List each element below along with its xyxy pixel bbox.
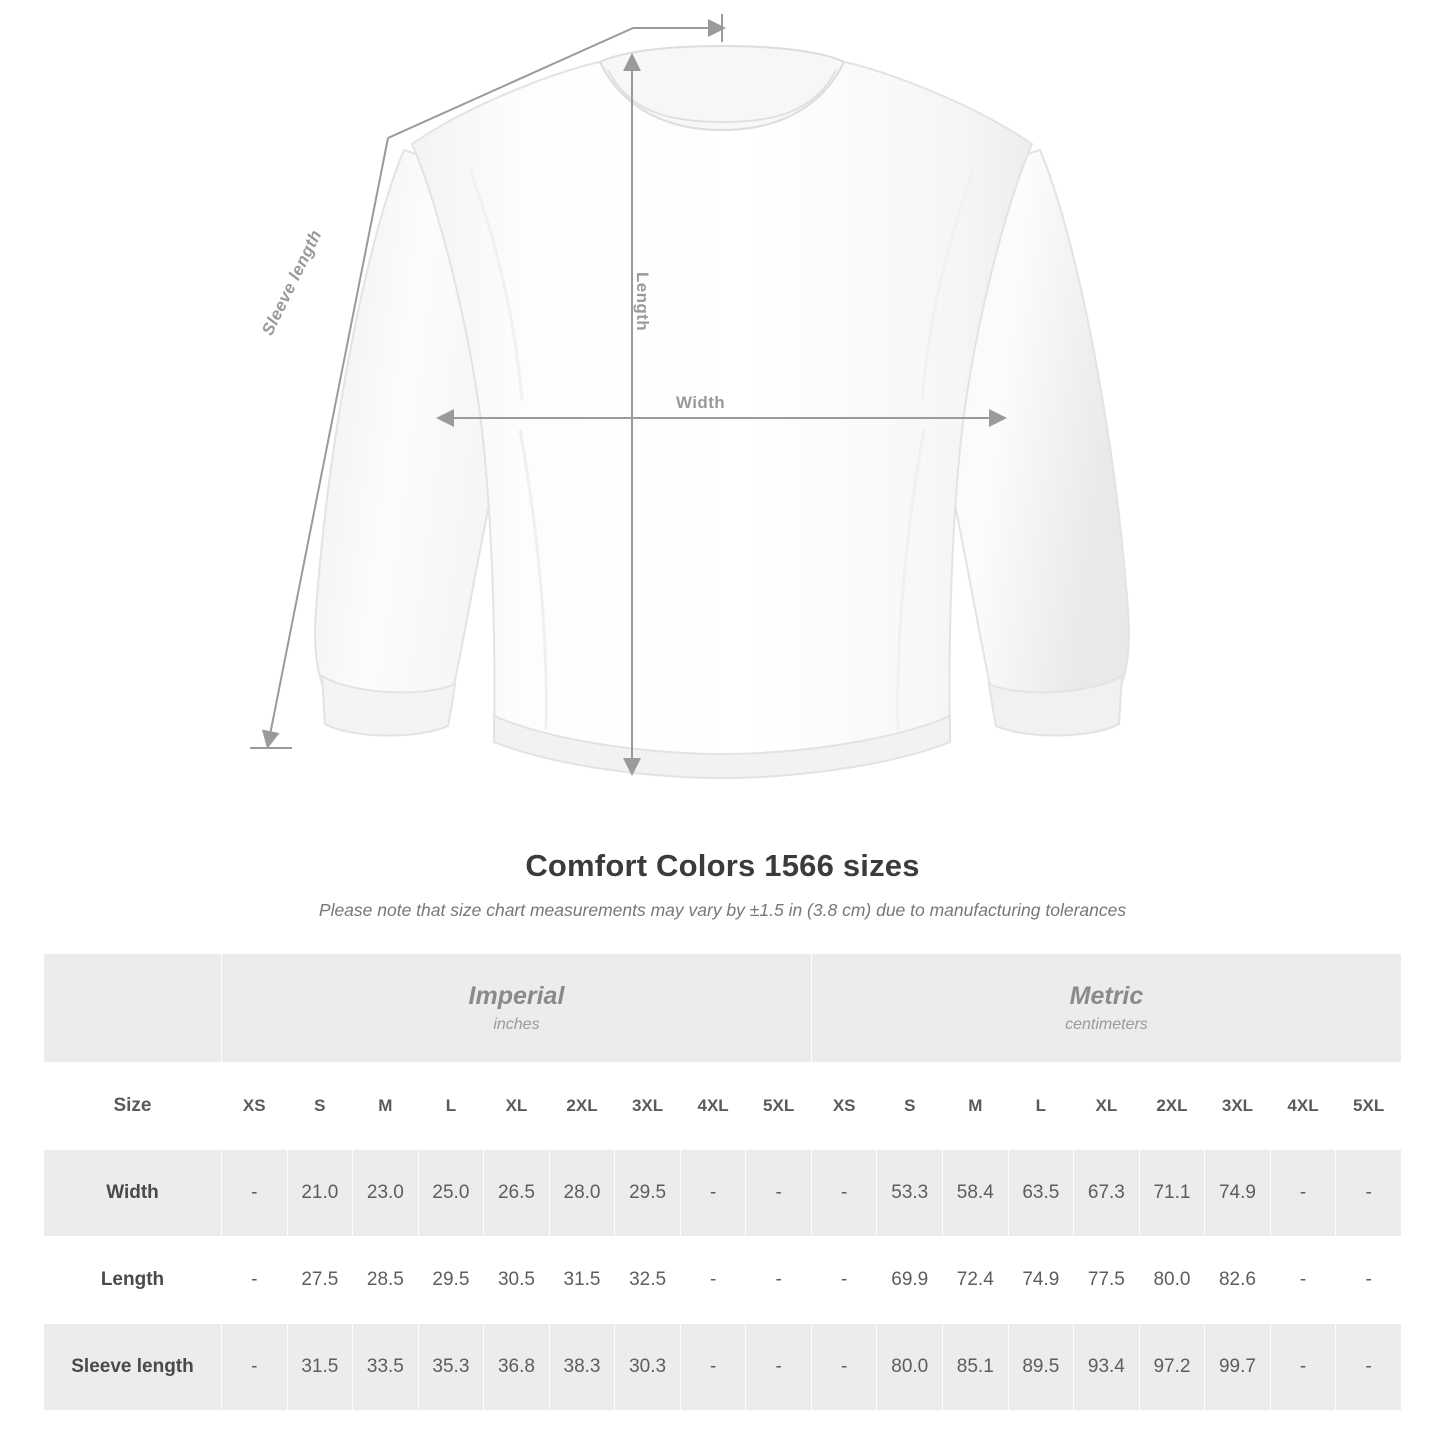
size-col-imperial-xs: XS [222, 1063, 288, 1150]
cell-length-imperial-s: 27.5 [287, 1237, 353, 1324]
table-row [44, 1150, 1402, 1237]
unit-row-spacer [44, 954, 222, 1063]
size-col-metric-5xl: 5XL [1336, 1063, 1402, 1150]
title-block [0, 848, 1445, 921]
cell-length-imperial-m: 28.5 [353, 1237, 419, 1324]
cell-width-imperial-s: 21.0 [287, 1150, 353, 1237]
imperial-unit-label: inches [493, 1016, 540, 1034]
size-col-imperial-s: S [287, 1063, 353, 1150]
size-col-imperial-5xl: 5XL [746, 1063, 812, 1150]
cell-sleeve-imperial-xl: 36.8 [484, 1324, 550, 1411]
cell-length-imperial-l: 29.5 [418, 1237, 484, 1324]
size-col-metric-xl: XL [1074, 1063, 1140, 1150]
cell-width-metric-l: 63.5 [1008, 1150, 1074, 1237]
size-col-metric-l: L [1008, 1063, 1074, 1150]
cell-sleeve-imperial-s: 31.5 [287, 1324, 353, 1411]
metric-system-label: Metric [1069, 981, 1144, 1010]
size-header-cell: Size [44, 1063, 222, 1150]
cell-sleeve-metric-3xl: 99.7 [1205, 1324, 1271, 1411]
cell-width-imperial-4xl: - [680, 1150, 746, 1237]
cell-width-metric-xs: - [811, 1150, 877, 1237]
cell-width-metric-xl: 67.3 [1074, 1150, 1140, 1237]
imperial-unit-cell [222, 954, 812, 1063]
cell-sleeve-imperial-m: 33.5 [353, 1324, 419, 1411]
size-col-imperial-l: L [418, 1063, 484, 1150]
page-title: Comfort Colors 1566 sizes [525, 848, 920, 883]
metric-unit-cell [811, 954, 1401, 1063]
size-col-metric-2xl: 2XL [1139, 1063, 1205, 1150]
cell-sleeve-metric-4xl: - [1270, 1324, 1336, 1411]
cell-length-metric-2xl: 80.0 [1139, 1237, 1205, 1324]
cell-length-imperial-2xl: 31.5 [549, 1237, 615, 1324]
cell-sleeve-imperial-4xl: - [680, 1324, 746, 1411]
cell-width-imperial-3xl: 29.5 [615, 1150, 681, 1237]
cell-sleeve-metric-l: 89.5 [1008, 1324, 1074, 1411]
cell-width-imperial-xs: - [222, 1150, 288, 1237]
size-col-imperial-3xl: 3XL [615, 1063, 681, 1150]
cell-length-metric-s: 69.9 [877, 1237, 943, 1324]
cell-length-metric-m: 72.4 [943, 1237, 1009, 1324]
cell-width-imperial-l: 25.0 [418, 1150, 484, 1237]
row-label-length: Length [44, 1237, 222, 1324]
cell-sleeve-imperial-xs: - [222, 1324, 288, 1411]
cell-length-imperial-3xl: 32.5 [615, 1237, 681, 1324]
cell-width-metric-4xl: - [1270, 1150, 1336, 1237]
size-col-metric-m: M [943, 1063, 1009, 1150]
imperial-system-label: Imperial [468, 981, 565, 1010]
size-col-metric-xs: XS [811, 1063, 877, 1150]
size-table-wrapper [43, 953, 1402, 1411]
cell-sleeve-imperial-3xl: 30.3 [615, 1324, 681, 1411]
row-label-width: Width [44, 1150, 222, 1237]
cell-sleeve-imperial-2xl: 38.3 [549, 1324, 615, 1411]
metric-unit-label: centimeters [1065, 1016, 1148, 1034]
size-col-imperial-xl: XL [484, 1063, 550, 1150]
cell-length-metric-xs: - [811, 1237, 877, 1324]
cell-sleeve-metric-s: 80.0 [877, 1324, 943, 1411]
size-col-metric-4xl: 4XL [1270, 1063, 1336, 1150]
size-header-row [44, 1063, 1402, 1150]
cell-length-metric-5xl: - [1336, 1237, 1402, 1324]
cell-length-imperial-xl: 30.5 [484, 1237, 550, 1324]
size-col-metric-3xl: 3XL [1205, 1063, 1271, 1150]
cell-width-imperial-5xl: - [746, 1150, 812, 1237]
cell-length-metric-l: 74.9 [1008, 1237, 1074, 1324]
size-col-imperial-4xl: 4XL [680, 1063, 746, 1150]
cell-sleeve-metric-xs: - [811, 1324, 877, 1411]
cell-sleeve-metric-xl: 93.4 [1074, 1324, 1140, 1411]
cell-width-metric-3xl: 74.9 [1205, 1150, 1271, 1237]
cell-sleeve-metric-5xl: - [1336, 1324, 1402, 1411]
table-row [44, 1237, 1402, 1324]
cell-length-metric-4xl: - [1270, 1237, 1336, 1324]
cell-length-metric-xl: 77.5 [1074, 1237, 1140, 1324]
cell-length-imperial-4xl: - [680, 1237, 746, 1324]
cell-width-metric-5xl: - [1336, 1150, 1402, 1237]
length-label: Length [633, 272, 652, 332]
size-table [43, 953, 1402, 1411]
cell-sleeve-metric-2xl: 97.2 [1139, 1324, 1205, 1411]
size-col-imperial-2xl: 2XL [549, 1063, 615, 1150]
size-col-imperial-m: M [353, 1063, 419, 1150]
sleeve-length-label: Sleeve length [258, 226, 326, 339]
tolerance-note: Please note that size chart measurements may vary by ±1.5 in (3.8 cm) due to manufacturing tolerances [318, 900, 1127, 920]
cell-sleeve-metric-m: 85.1 [943, 1324, 1009, 1411]
cell-length-imperial-5xl: - [746, 1237, 812, 1324]
size-col-metric-s: S [877, 1063, 943, 1150]
cell-sleeve-imperial-l: 35.3 [418, 1324, 484, 1411]
cell-length-imperial-xs: - [222, 1237, 288, 1324]
cell-sleeve-imperial-5xl: - [746, 1324, 812, 1411]
table-row [44, 1324, 1402, 1411]
cell-width-imperial-m: 23.0 [353, 1150, 419, 1237]
cell-width-metric-2xl: 71.1 [1139, 1150, 1205, 1237]
width-label: Width [676, 393, 726, 412]
cell-length-metric-3xl: 82.6 [1205, 1237, 1271, 1324]
cell-width-imperial-xl: 26.5 [484, 1150, 550, 1237]
cell-width-metric-m: 58.4 [943, 1150, 1009, 1237]
cell-width-imperial-2xl: 28.0 [549, 1150, 615, 1237]
row-label-sleeve-length: Sleeve length [44, 1324, 222, 1411]
unit-system-row [44, 954, 1402, 1063]
cell-width-metric-s: 53.3 [877, 1150, 943, 1237]
